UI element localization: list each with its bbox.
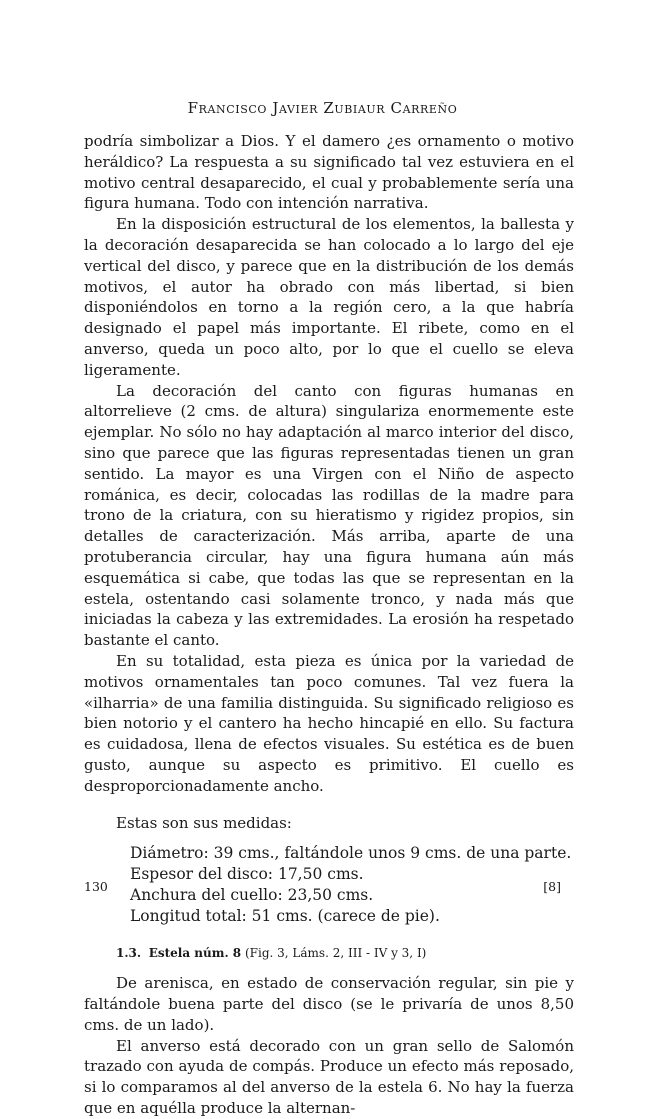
- section-reference: (Fig. 3, Láms. 2, III - IV y 3, I): [244, 946, 427, 961]
- measures-intro: Estas son sus medidas:: [116, 813, 292, 832]
- paragraph-2: En la disposición estructural de los elementos, la ballesta y la decoración desaparecida se han colocado a lo largo del eje vertical del disco, y parece que en la distribución de los demás motivos, el autor ha obrado con más libertad, si bien disponiéndolos en torno a la región cero, a la que habría designado el papel más importante. El ribete, como en el anverso, queda un poco alto, por lo que el cuello se eleva ligeramente.: [84, 215, 574, 379]
- page-number: 130: [84, 879, 108, 894]
- section-paragraph-1: De arenisca, en estado de conservación regular, sin pie y faltándole buena parte del disco (se le privaría de unos 8,50 cms. de un lado).: [84, 974, 574, 1034]
- section-number: 1.3.: [116, 946, 142, 961]
- measure-item: Diámetro: 39 cms., faltándole unos 9 cms. de una parte.: [130, 844, 572, 863]
- measure-item: Anchura del cuello: 23,50 cms.: [130, 886, 374, 905]
- running-head: Francisco Javier Zubiaur Carreño: [187, 99, 458, 117]
- section-title: Estela núm. 8: [148, 946, 242, 961]
- section-marker: [8]: [543, 879, 561, 894]
- measures-list: [130, 843, 574, 927]
- measure-item: Longitud total: 51 cms. (carece de pie).: [130, 907, 440, 926]
- paragraph-1: podría simbolizar a Dios. Y el damero ¿es ornamento o motivo heráldico? La respuesta a su significado tal vez estuviera en el motivo central desaparecido, el cual y probablemente sería una figura humana. Todo con intención narrativa.: [84, 132, 574, 213]
- section-heading: [84, 943, 574, 963]
- paragraph-4: En su totalidad, esta pieza es única por la variedad de motivos ornamentales tan poco comunes. Tal vez fuera la «ilharria» de una familia distinguida. Su significado religioso es bien notorio y el cantero ha hecho hincapié en ello. Su factura es cuidadosa, llena de efectos visuales. Su estética es de buen gusto, aunque su aspecto es primitivo. El cuello es desproporcionadamente ancho.: [84, 651, 574, 795]
- paragraph-3: La decoración del canto con figuras humanas en altorrelieve (2 cms. de altura) singulariza enormemente este ejemplar. No sólo no hay adaptación al marco interior del disco, sino que parece que las figuras representadas tienen un gran sentido. La mayor es una Virgen con el Niño de aspecto románica, es decir, colocadas las rodillas de la madre para trono de la criatura, con su hieratismo y rigidez propios, sin detalles de caracterización. Más arriba, aparte de una protuberancia circular, hay una figura humana aún más esquemática si cabe, que todas las que se representan en la estela, ostentando casi solamente tronco, y nada más que iniciadas la cabeza y las extremidades. La erosión ha respetado bastante el canto.: [84, 381, 574, 650]
- body-text: [84, 131, 574, 1119]
- measure-item: Espesor del disco: 17,50 cms.: [130, 865, 364, 884]
- section-paragraph-2: El anverso está decorado con un gran sello de Salomón trazado con ayuda de compás. Produce un efecto más reposado, si lo comparamos al del anverso de la estela 6. No hay la fuerza que en aquélla produce la alternan-: [84, 1036, 574, 1118]
